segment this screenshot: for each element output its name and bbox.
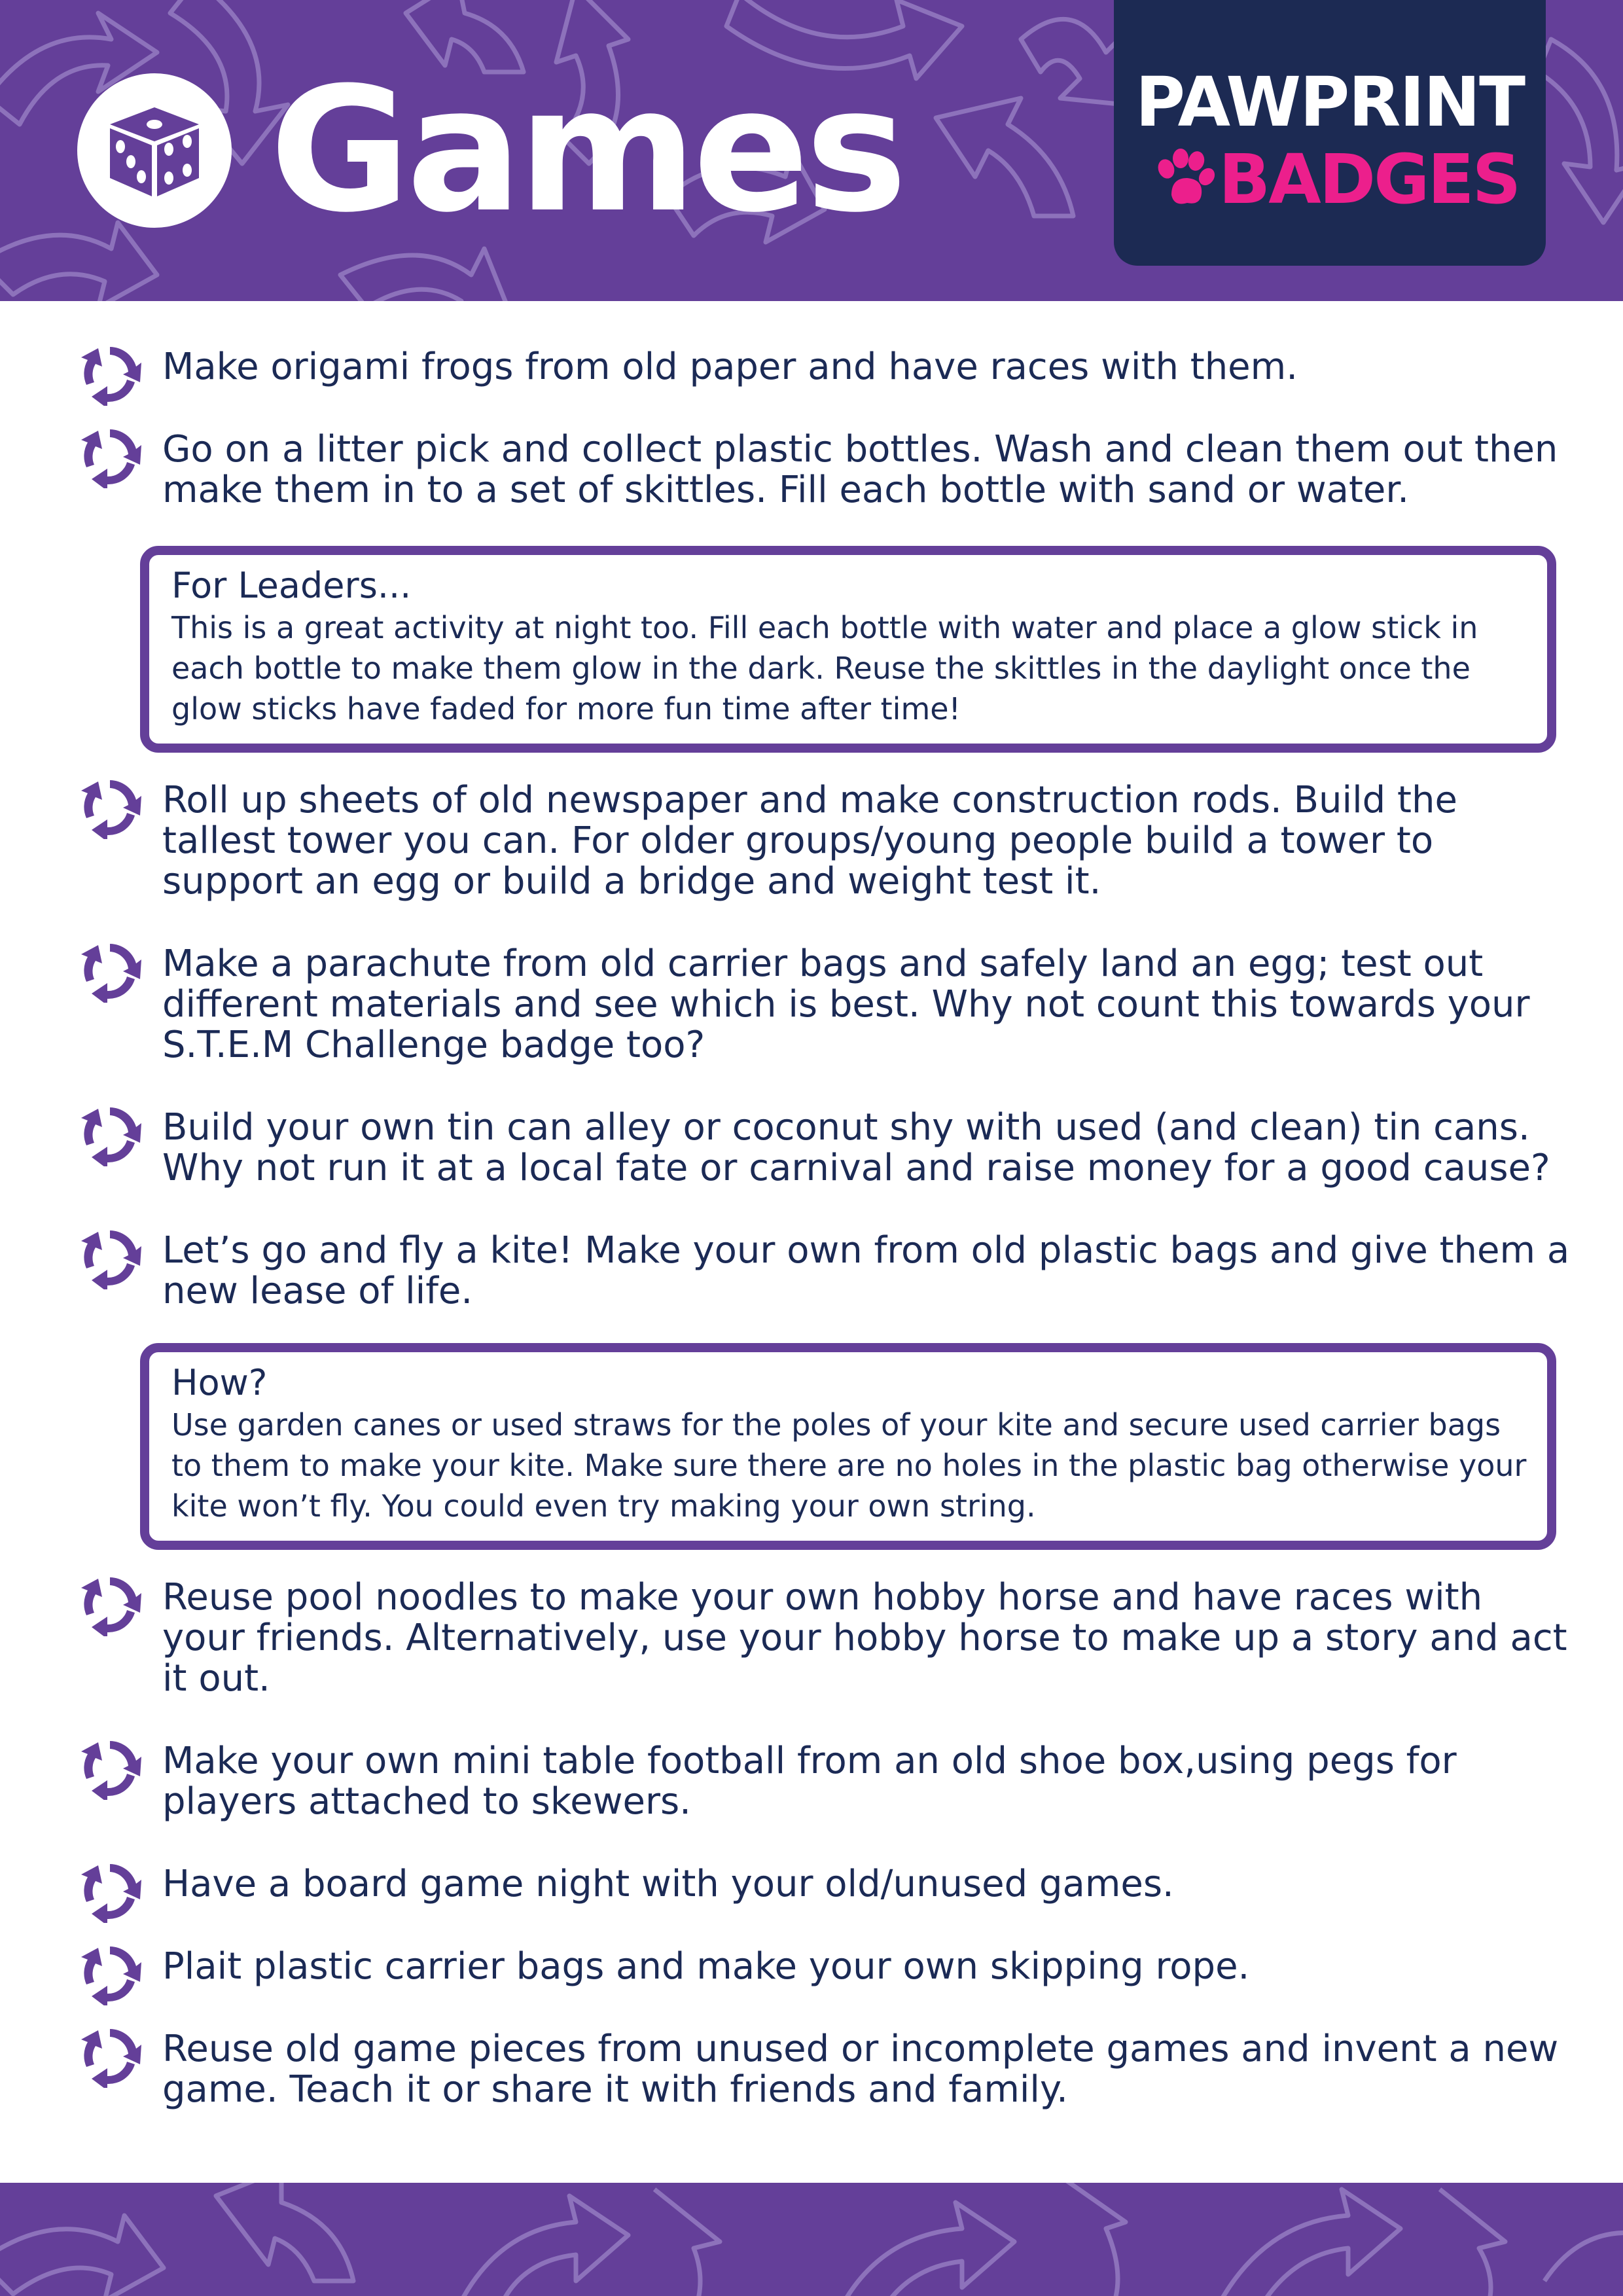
recycle-icon bbox=[79, 1737, 141, 1800]
recycle-icon bbox=[79, 1573, 141, 1636]
list-item-text: Make a parachute from old carrier bags and safely land an egg; test out different materials and see which is best. Why not count this towards your S.T.E.M Challenge badge too? bbox=[162, 942, 1530, 1066]
logo-wordmark-line2: BADGES bbox=[1219, 139, 1520, 219]
list-item-text: Go on a litter pick and collect plastic bottles. Wash and clean them out then make them in to a set of skittles. Fill each bottle with sand or water. bbox=[162, 428, 1558, 511]
logo-wordmark-line1: PAWPRINT bbox=[1135, 62, 1525, 142]
paw-icon bbox=[1152, 145, 1217, 211]
box-text: This is a great activity at night too. Fill each bottle with water and place a glow stick in each bottle to make them glow in the dark. Reuse the skittles in the daylight once the glow sticks have faded for more fun time after time! bbox=[171, 610, 1478, 726]
list-item-text: Reuse old game pieces from unused or incomplete games and invent a new game. Teach it or share it with friends and family. bbox=[162, 2028, 1559, 2111]
recycle-icon bbox=[79, 1103, 141, 1166]
box-text: Use garden canes or used straws for the poles of your kite and secure used carrier bags to them to make your kite. Make sure there are no holes in the plastic bag otherwise your kite won’t fly. You could even try making your own string. bbox=[171, 1407, 1527, 1524]
recycle-icon bbox=[79, 1943, 141, 2005]
list-item-text: Make your own mini table football from an old shoe box,using pegs for players attached to skewers. bbox=[162, 1740, 1457, 1823]
recycle-icon bbox=[79, 425, 141, 488]
recycle-icon bbox=[79, 1860, 141, 1923]
list-item-text: Roll up sheets of old newspaper and make construction rods. Build the tallest tower you can. For older groups/young people build a tower to support an egg or build a bridge and weight test it. bbox=[162, 779, 1457, 903]
recycle-icon bbox=[79, 343, 141, 406]
header-banner bbox=[0, 0, 1623, 301]
footer-banner bbox=[0, 2183, 1623, 2296]
leaders-note-box bbox=[140, 546, 1556, 753]
recycle-icon bbox=[79, 940, 141, 1003]
list-item-text: Plait plastic carrier bags and make your own skipping rope. bbox=[162, 1945, 1250, 1988]
page-title: Games bbox=[270, 50, 904, 250]
recycle-pattern-icon bbox=[0, 2183, 1623, 2296]
box-title: How? bbox=[171, 1362, 268, 1403]
how-note-box bbox=[140, 1343, 1556, 1550]
recycle-icon bbox=[79, 2025, 141, 2088]
list-item-text: Reuse pool noodles to make your own hobby horse and have races with your friends. Alternatively, use your hobby horse to make up a story and act it out. bbox=[162, 1576, 1567, 1700]
box-title: For Leaders... bbox=[171, 565, 412, 606]
dice-icon bbox=[77, 73, 232, 228]
list-item-text: Make origami frogs from old paper and have races with them. bbox=[162, 346, 1298, 388]
recycle-icon bbox=[79, 1227, 141, 1289]
pawprint-badges-logo bbox=[1114, 0, 1546, 266]
list-item-text: Have a board game night with your old/unused games. bbox=[162, 1863, 1174, 1905]
list-item-text: Let’s go and fly a kite! Make your own from old plastic bags and give them a new lease of life. bbox=[162, 1229, 1570, 1312]
list-item-text: Build your own tin can alley or coconut shy with used (and clean) tin cans. Why not run it at a local fate or carnival and raise money for a good cause? bbox=[162, 1106, 1550, 1189]
recycle-icon bbox=[79, 776, 141, 839]
